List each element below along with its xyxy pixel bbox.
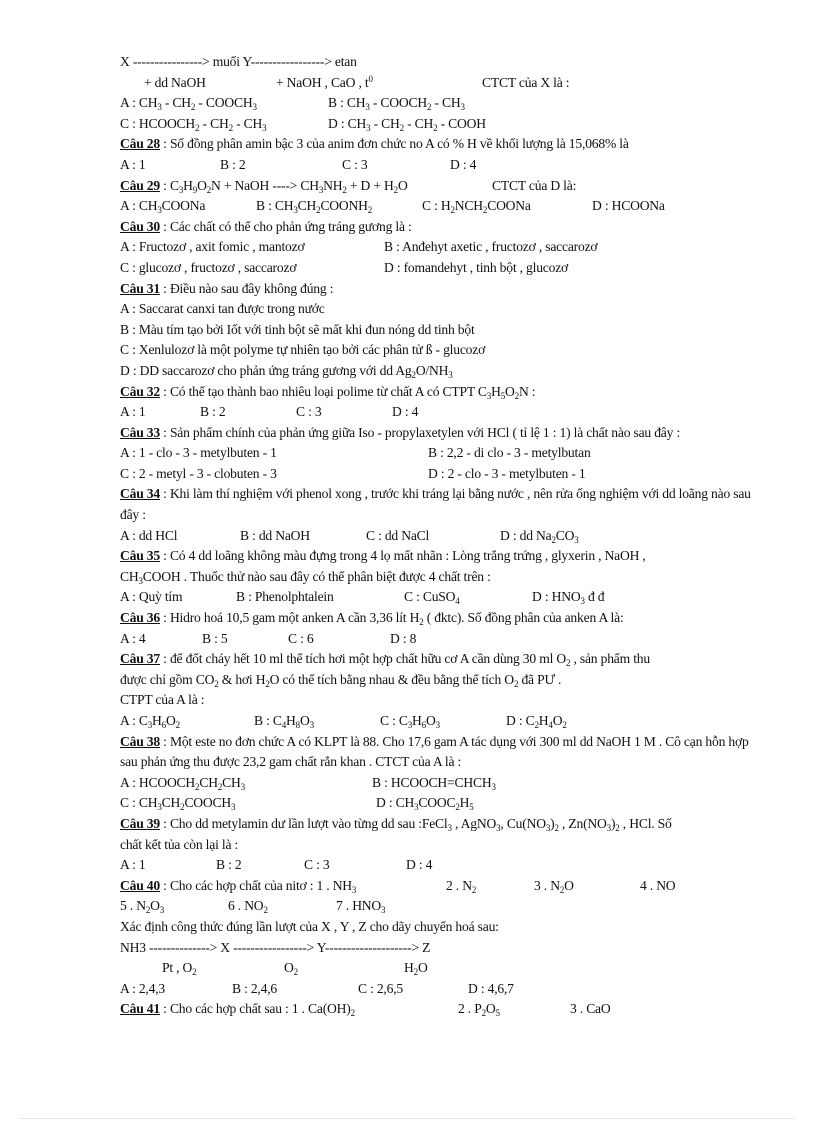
answer-row bbox=[120, 793, 760, 814]
answer-c: C : $C_3H_6O_3$ bbox=[380, 713, 440, 730]
question-37 bbox=[120, 649, 760, 670]
answer-d: D : 4,6,7 bbox=[468, 980, 514, 996]
answer-b: B : $CH_3CH_2COONH_2$ bbox=[256, 198, 373, 216]
answer-row bbox=[120, 196, 760, 217]
answer-row bbox=[120, 402, 760, 423]
answer-d: D : $CH_3 - CH_2 - CH_2$ - COOH bbox=[328, 115, 486, 133]
item-4: 4 . NO bbox=[640, 877, 676, 893]
question-label: Câu 36 bbox=[120, 610, 160, 626]
answer-a: A : Saccarat canxi tan được trong nước bbox=[120, 301, 325, 317]
question-label: Câu 32 bbox=[120, 383, 160, 399]
answer-a: A : 1 bbox=[120, 857, 146, 873]
question-text: : $C_3H_9O_2N$ + NaOH ----> $CH_3NH_2 + D + H_2O$ bbox=[159, 177, 408, 195]
conversion-conditions bbox=[120, 958, 760, 979]
answer-d: D : 4 bbox=[450, 156, 477, 172]
question-34 bbox=[120, 484, 760, 525]
answer-c: C : 6 bbox=[288, 630, 314, 646]
question-ask: CTCT của D là: bbox=[492, 177, 577, 193]
answer-b: B : dd NaOH bbox=[240, 527, 310, 543]
question-text: : Điều nào sau đây không đúng : bbox=[159, 280, 334, 296]
answer-d: D : dd $Na_2CO_3$ bbox=[500, 527, 579, 545]
condition-2: $O_2$ bbox=[284, 960, 298, 978]
question-29 bbox=[120, 176, 760, 197]
item-3: 3 . $N_2O$ bbox=[534, 877, 574, 895]
answer-a: A : 2,4,3 bbox=[120, 980, 166, 996]
answer-a: A : dd HCl bbox=[120, 527, 178, 543]
question-text: : Cho các hợp chất của nitơ : 1 . $NH_3$ bbox=[159, 877, 357, 895]
question-39 bbox=[120, 814, 760, 835]
answer-b: B : 2,2 - di clo - 3 - metylbutan bbox=[428, 445, 591, 461]
question-label: Câu 30 bbox=[120, 218, 160, 234]
question-label: Câu 31 bbox=[120, 280, 160, 296]
answer-a: A : $HCOOCH_2CH_2CH_3$ bbox=[120, 774, 245, 792]
answer-c: C : $H_2NCH_2COONa$ bbox=[422, 198, 531, 216]
question-40-items bbox=[120, 896, 760, 917]
question-text: : Có 4 dd loãng không màu đựng trong 4 lọ mất nhãn : Lòng trắng trứng , glyxerin , NaOH , bbox=[159, 548, 646, 564]
answer-d: D : 8 bbox=[390, 630, 417, 646]
question-text: : Sản phẩm chính của phản ứng giữa Iso - propylaxetylen với HCl ( tỉ lệ 1 : 1) là chất nào sau đây : bbox=[159, 424, 681, 440]
item-2: 2 . $N_2$ bbox=[446, 877, 477, 895]
question-text: : Khi làm thí nghiệm với phenol xong , trước khi tráng lại bằng nước , nên rửa ống nghiệm với dd loãng nào sau đây : bbox=[120, 486, 751, 523]
answer-b: B : 5 bbox=[202, 630, 228, 646]
question-text: : Cho các hợp chất sau : 1 . $Ca(OH)_2$ bbox=[159, 1001, 355, 1019]
conversion-chain: NH3 --------------> X -----------------> Y--------------------> Z bbox=[120, 939, 431, 955]
question-label: Câu 35 bbox=[120, 548, 160, 564]
answer-c: C : 3 bbox=[342, 156, 368, 172]
answer-row bbox=[120, 258, 760, 279]
chain-text: X ----------------> muối Y-----------------> etan bbox=[120, 54, 357, 69]
answer-b: B : Phenolphtalein bbox=[236, 589, 334, 605]
answer-row bbox=[120, 773, 760, 794]
item-3: 3 . CaO bbox=[570, 1001, 611, 1017]
answer-c: C : $HCOOCH_2 - CH_2 - CH_3$ bbox=[120, 115, 267, 133]
answer-b: B : 2 bbox=[200, 404, 226, 420]
question-label: Câu 39 bbox=[120, 815, 160, 831]
answer-b: B : $C_4H_8O_3$ bbox=[254, 713, 314, 730]
answer-c: C : 2,6,5 bbox=[358, 980, 404, 996]
question-41 bbox=[120, 999, 760, 1020]
answer-d: D : 4 bbox=[406, 857, 433, 873]
answer-a: A : $CH_3 - CH_2$ - $COOCH_3$ bbox=[120, 95, 257, 113]
answer-a: A : $CH_3COONa$ bbox=[120, 198, 206, 216]
question-label: Câu 29 bbox=[120, 177, 160, 193]
condition-naoh-cao: + NaOH , CaO , $t^0$ bbox=[276, 73, 373, 90]
question-38 bbox=[120, 732, 760, 773]
answer-c: C : 3 bbox=[304, 857, 330, 873]
condition-naoh: + dd NaOH bbox=[144, 74, 206, 90]
question-28 bbox=[120, 134, 760, 155]
answer-a: A : $C_3H_6O_2$ bbox=[120, 713, 180, 730]
answer-c: C : 3 bbox=[296, 404, 322, 420]
question-label: Câu 28 bbox=[120, 136, 160, 152]
question-30 bbox=[120, 217, 760, 238]
answer-a: A : Quỳ tím bbox=[120, 589, 183, 605]
item-7: 7 . $HNO_3$ bbox=[336, 898, 386, 916]
item-5: 5 . $N_2O_3$ bbox=[120, 898, 165, 916]
question-31 bbox=[120, 279, 760, 300]
answer-row bbox=[120, 237, 760, 258]
question-text: : Số đồng phân amin bậc 3 của anim đơn chức no A có % H về khối lượng là 15,068% là bbox=[159, 136, 629, 152]
answer-row bbox=[120, 979, 760, 1000]
answer-c: C : glucozơ , fructozơ , saccarozơ bbox=[120, 259, 297, 275]
answer-c: C : Xenlulozơ là một polyme tự nhiên tạo bởi các phân tử ß - glucozơ bbox=[120, 342, 486, 358]
answer-row bbox=[120, 443, 760, 464]
answer-row bbox=[120, 93, 760, 114]
answer-d: D : DD saccarozơ cho phản ứng tráng gương với dd $Ag_2O/NH_3$ bbox=[120, 362, 453, 380]
answer-d: D : $HNO_3$ đ đ bbox=[532, 589, 605, 607]
question-text: : Một este no đơn chức A có KLPT là 88. Cho 17,6 gam A tác dụng với 300 ml dd NaOH 1 M . Cô cạn hỗn hợp sau phản ứng thu được 23,2 gam chất rắn khan . CTCT của A là : bbox=[120, 733, 749, 770]
answer-row bbox=[120, 155, 760, 176]
condition-1: Pt , $O_2$ bbox=[162, 960, 197, 978]
question-text: : Các chất có thể cho phản ứng tráng gương là : bbox=[159, 218, 412, 234]
answer-a: A : 4 bbox=[120, 630, 146, 646]
question-35 bbox=[120, 546, 760, 567]
answer-a: A : Fructozơ , axit fomic , mantozơ bbox=[120, 239, 305, 255]
answer-row bbox=[120, 629, 760, 650]
answer-a: A : 1 bbox=[120, 404, 146, 420]
answer-d: D : HCOONa bbox=[592, 198, 665, 214]
question-label: Câu 40 bbox=[120, 877, 160, 893]
answer-row bbox=[120, 711, 760, 732]
question-ask: Xác định công thức đúng lần lượt của X , Y , Z cho dãy chuyển hoá sau: bbox=[120, 918, 499, 934]
answer-b: B : 2,4,6 bbox=[232, 980, 278, 996]
question-label: Câu 34 bbox=[120, 486, 160, 502]
question-37-cont: được chỉ gồm $CO_2$ & hơi $H_2O$ có thể tích bằng nhau & đều bằng thể tích $O_2$ đã PƯ . bbox=[120, 671, 562, 689]
answer-b: B : Màu tím tạo bởi Iốt với tinh bột sẽ mất khi đun nóng dd tinh bột bbox=[120, 321, 475, 337]
question-text: : Cho dd metylamin dư lần lượt vào từng dd sau :FeCl$_3$ , AgNO$_3$, $Cu(NO_3)_2$ , $Zn(NO_3)_2$ , HCl. Số bbox=[159, 815, 672, 833]
answer-b: B : 2 bbox=[220, 156, 246, 172]
answer-row bbox=[120, 855, 760, 876]
item-2: 2 . $P_2O_5$ bbox=[458, 1001, 500, 1019]
answer-d: D : $CH_3COOC_2H_5$ bbox=[376, 795, 474, 813]
answer-d: D : $C_2H_4O_2$ bbox=[506, 713, 567, 730]
page-bottom-rule bbox=[20, 1118, 796, 1119]
question-text: : Hidro hoá 10,5 gam một anken A cần 3,36 lít $H_2$ ( đktc). Số đồng phân của anken A là: bbox=[159, 610, 624, 628]
question-40 bbox=[120, 876, 760, 897]
answer-c: C : CuSO$_4$ bbox=[404, 589, 460, 607]
answer-d: D : fomandehyt , tinh bột , glucozơ bbox=[384, 259, 569, 275]
question-36 bbox=[120, 608, 760, 629]
question-ask: CTPT của A là : bbox=[120, 692, 205, 708]
answer-row bbox=[120, 464, 760, 485]
document-body bbox=[120, 52, 760, 1020]
question-label: Câu 38 bbox=[120, 733, 160, 749]
question-35-cont: $CH_3COOH$ . Thuốc thử nào sau đây có thể phân biệt được 4 chất trên : bbox=[120, 568, 491, 586]
reaction-conditions bbox=[120, 73, 760, 94]
question-32 bbox=[120, 382, 760, 403]
answer-b: B : 2 bbox=[216, 857, 242, 873]
question-label: Câu 37 bbox=[120, 651, 160, 667]
answer-row bbox=[120, 587, 760, 608]
answer-d: D : 4 bbox=[392, 404, 419, 420]
question-39-cont: chất kết tủa còn lại là : bbox=[120, 836, 239, 852]
answer-b: B : $HCOOCH=CHCH_3$ bbox=[372, 774, 496, 792]
item-6: 6 . $NO_2$ bbox=[228, 898, 268, 916]
question-33 bbox=[120, 423, 760, 444]
answer-c: C : 2 - metyl - 3 - clobuten - 3 bbox=[120, 465, 277, 481]
answer-b: B : Anđehyt axetic , fructozơ , saccarozơ bbox=[384, 239, 598, 255]
question-ask: CTCT của X là : bbox=[482, 74, 570, 90]
question-label: Câu 41 bbox=[120, 1001, 160, 1017]
answer-a: A : 1 - clo - 3 - metylbuten - 1 bbox=[120, 445, 277, 461]
condition-3: $H_2O$ bbox=[404, 960, 428, 978]
question-text: : Có thể tạo thành bao nhiêu loại polime từ chất A có CTPT $C_3H_5O_2N$ : bbox=[159, 383, 536, 401]
answer-row bbox=[120, 114, 760, 135]
answer-a: A : 1 bbox=[120, 156, 146, 172]
answer-d: D : 2 - clo - 3 - metylbuten - 1 bbox=[428, 465, 586, 481]
reaction-chain bbox=[120, 52, 760, 73]
answer-c: C : dd NaCl bbox=[366, 527, 430, 543]
question-text: : để đốt cháy hết 10 ml thể tích hơi một hợp chất hữu cơ A cần dùng 30 ml $O_2$ , sản phẩm thu bbox=[159, 651, 650, 669]
answer-b: B : $CH_3$ - $COOCH_2 - CH_3$ bbox=[328, 95, 465, 113]
answer-row bbox=[120, 526, 760, 547]
answer-c: C : $CH_3CH_2COOCH_3$ bbox=[120, 795, 236, 813]
question-label: Câu 33 bbox=[120, 424, 160, 440]
